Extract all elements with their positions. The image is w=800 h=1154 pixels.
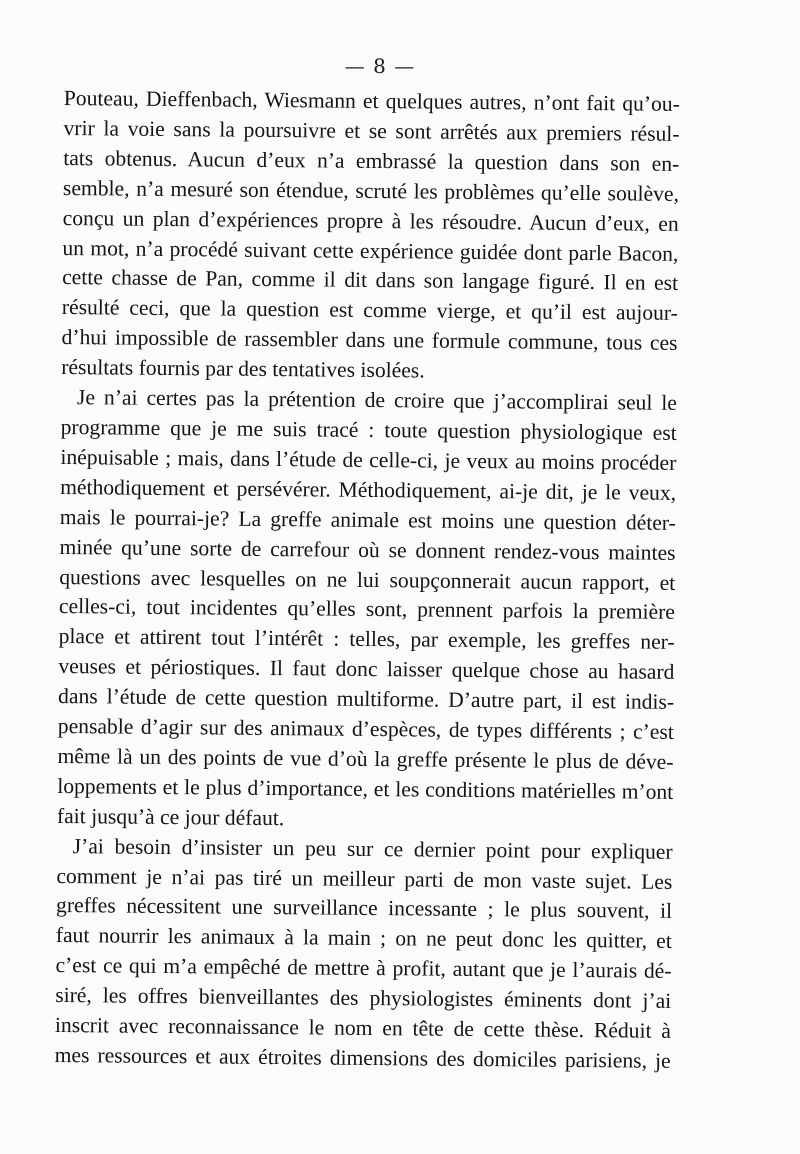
text-line: siré, les offres bienveillantes des physiologistes éminents dont j’ai	[55, 983, 672, 1014]
text-line: Je n’ai certes pas la prétention de croire que j’accomplirai seul le	[76, 385, 678, 415]
text-line: loppements et le plus d’importance, et les conditions matérielles m’ont	[57, 773, 674, 804]
text-line: résulté ceci, que la question est comme vierge, et qu’il est aujour-	[61, 295, 678, 326]
text-line: tats obtenus. Aucun d’eux n’a embrassé la question dans son en-	[63, 145, 680, 176]
text-line: mais le pourrai-je? La greffe animale est moins une question déter-	[59, 504, 676, 535]
text-line: J’ai besoin d’insister un peu sur ce dernier point pour expliquer	[72, 833, 673, 864]
text-line: inscrit avec reconnaissance le nom en tête de cette thèse. Réduit à	[54, 1013, 672, 1043]
text-line: même là un des points de vue d’où la greffe présente le plus de déve-	[57, 743, 674, 774]
paragraph-1	[61, 84, 680, 389]
text-line: méthodiquement et persévérer. Méthodiquement, ai-je dit, je le veux,	[60, 474, 677, 505]
text-line: greffes nécessitent une surveillance incessante ; le plus souvent, il	[55, 893, 673, 924]
text-line: veuses et périostiques. Il faut donc laisser quelque chose au hasard	[58, 654, 675, 685]
text-line: minée qu’une sorte de carrefour où se donnent rendez-vous maintes	[59, 534, 676, 565]
text-line: place et attirent tout l’intérêt : telles, par exemple, les greffes ner-	[58, 624, 675, 655]
text-line: un mot, n’a procédé suivant cette expérience guidée dont parle Bacon,	[62, 235, 679, 266]
text-line: comment je n’ai pas tiré un meilleur parti de mon vaste sujet. Les	[56, 863, 673, 894]
text-line: vrir la voie sans la poursuivre et se sont arrêtés aux premiers résul-	[63, 115, 680, 146]
text-line: Pouteau, Dieffenbach, Wiesmann et quelques autres, n’ont fait qu’ou-	[63, 85, 680, 116]
text-line: questions avec lesquelles on ne lui soupçonnerait aucun rapport, et	[59, 564, 676, 595]
text-line: résultats fournis par des tentatives isolées.	[61, 355, 425, 383]
paragraph-3	[55, 832, 673, 1077]
text-line: semble, n’a mesuré son étendue, scruté les problèmes qu’elle soulève,	[62, 175, 680, 206]
text-line: conçu un plan d’expériences propre à les résoudre. Aucun d’eux, en	[62, 205, 679, 236]
text-line: cette chasse de Pan, comme il dit dans son langage figuré. Il en est	[62, 265, 679, 296]
text-line: dans l’étude de cette question multiforme. D’autre part, il est indis-	[58, 684, 675, 715]
text-line: pensable d’agir sur des animaux d’espèces, de types différents ; c’est	[57, 714, 674, 744]
page-number: — 8 —	[344, 54, 416, 78]
text-line: programme que je me suis tracé : toute question physiologique est	[60, 414, 677, 445]
text-line: fait jusqu’à ce jour défaut.	[56, 803, 285, 830]
text-line: inépuisable ; mais, dans l’étude de celle-ci, je veux au moins procéder	[60, 444, 677, 475]
paragraph-2	[57, 383, 677, 837]
text-line: celles-ci, tout incidentes qu’elles sont, prennent parfois la première	[58, 594, 676, 625]
text-line: mes ressources et aux étroites dimensions des domiciles parisiens, je	[54, 1042, 671, 1073]
text-line: d’hui impossible de rassembler dans une formule commune, tous ces	[61, 325, 678, 356]
text-line: faut nourrir les animaux à la main ; on ne peut donc les quitter, et	[55, 923, 672, 954]
body-text	[55, 84, 680, 1077]
text-line: c’est ce qui m’a empêché de mettre à profit, autant que je l’aurais dé-	[55, 953, 672, 984]
